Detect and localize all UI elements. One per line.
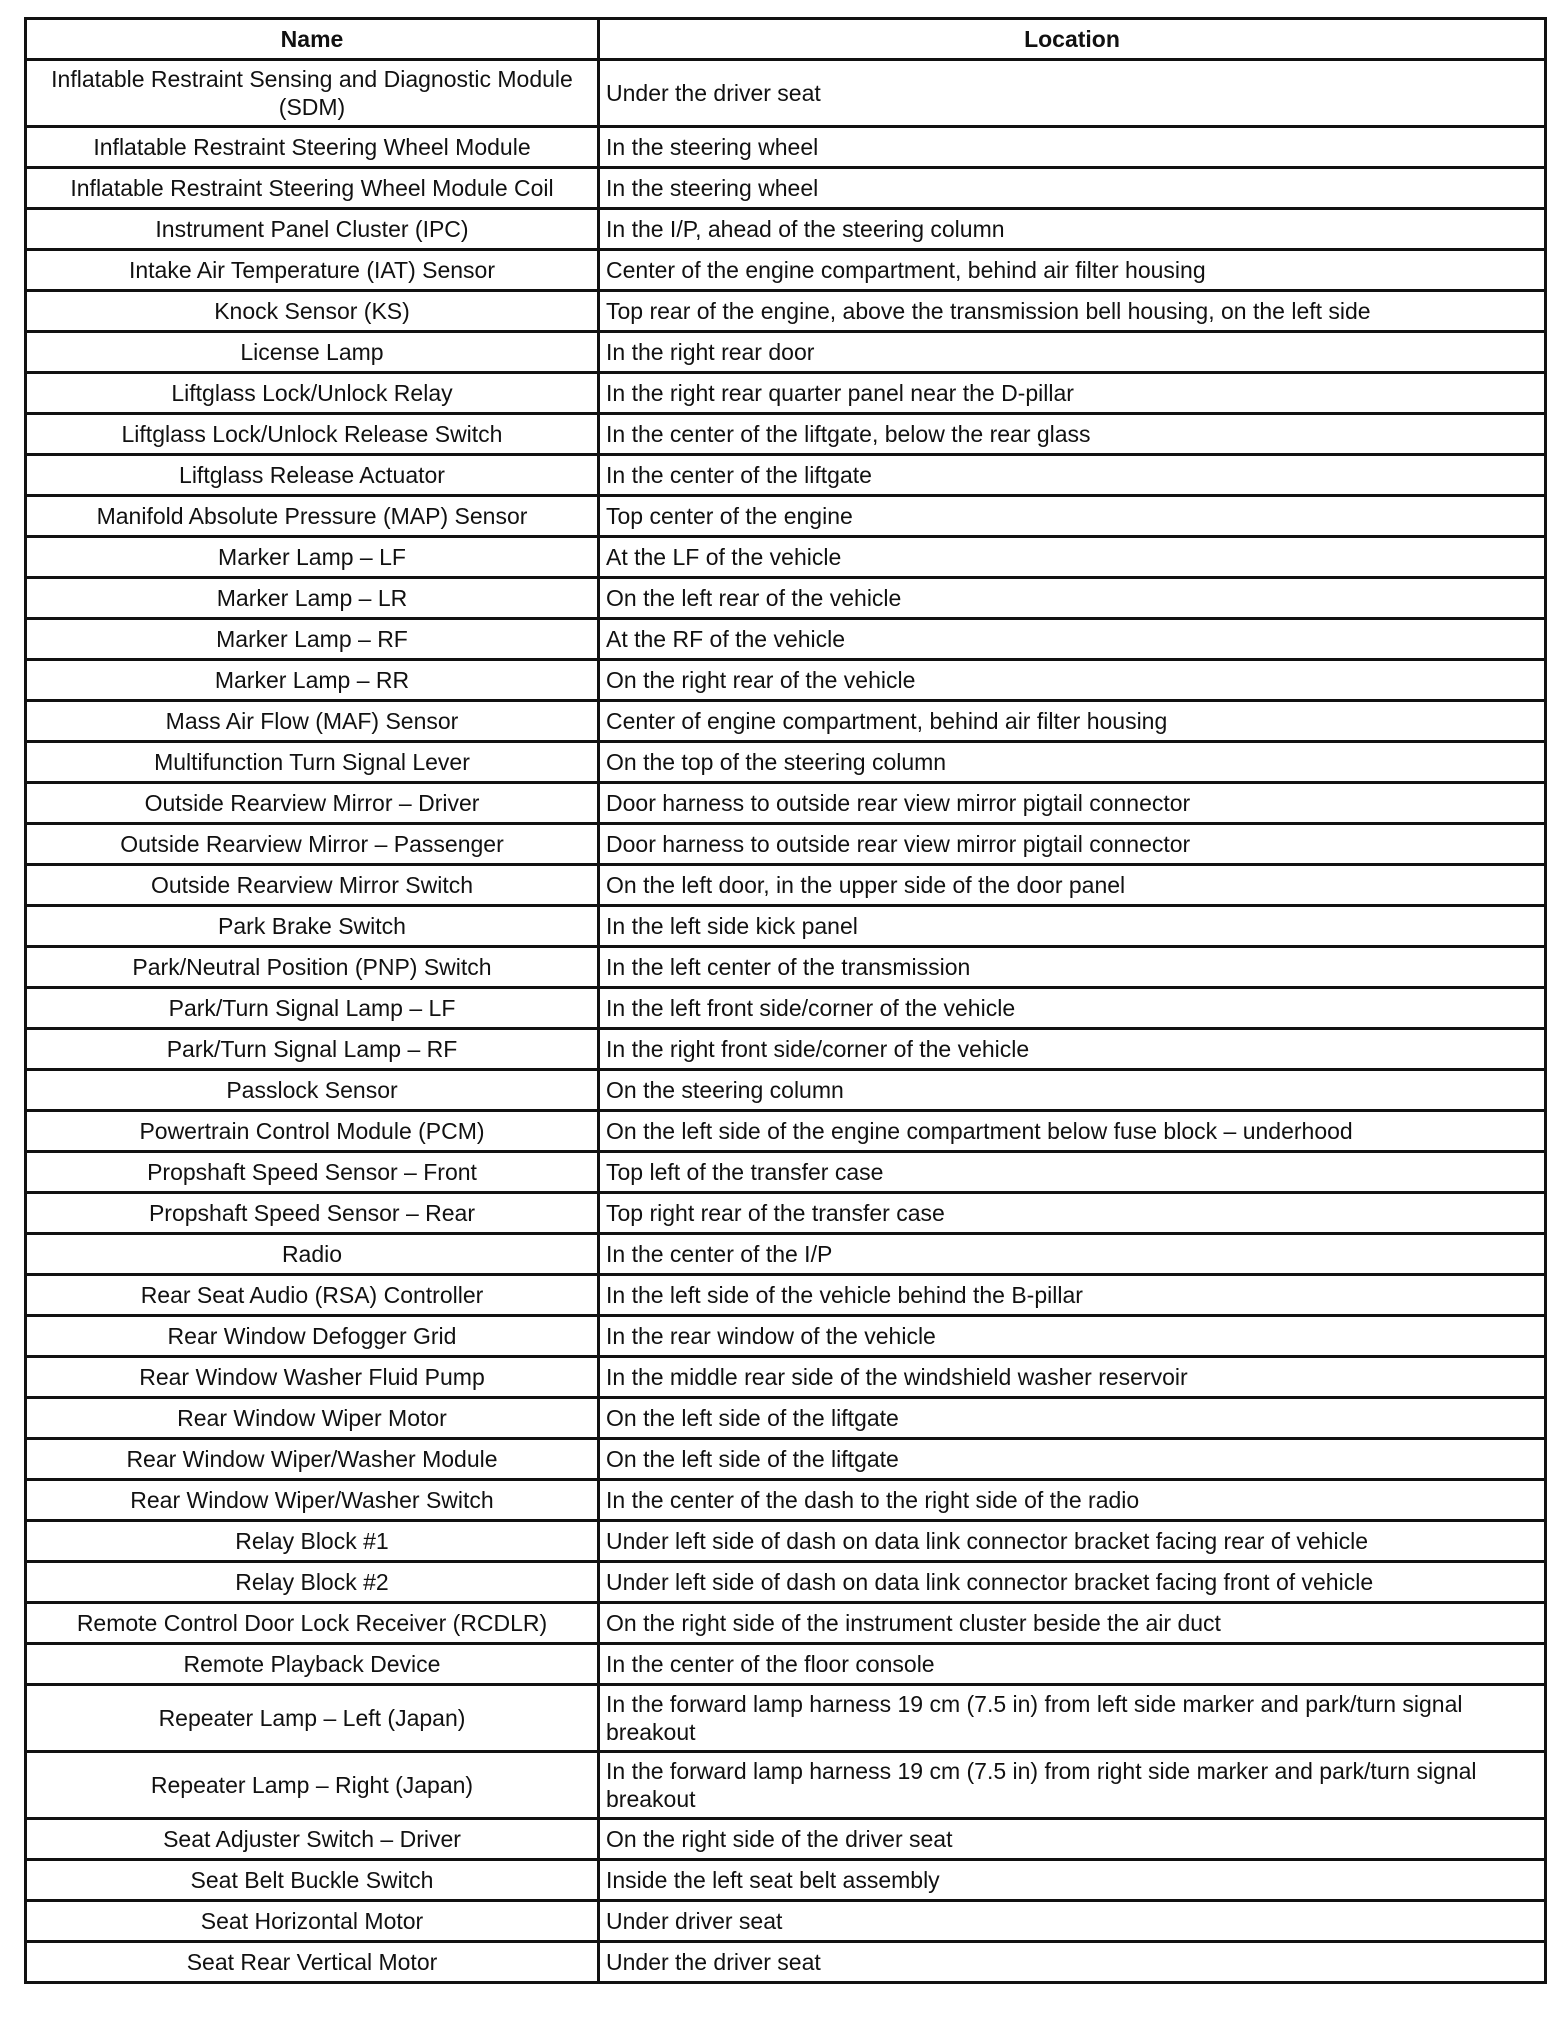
component-name-cell: Inflatable Restraint Steering Wheel Module Coil: [26, 168, 599, 209]
table-row: [26, 1562, 1546, 1603]
column-header-location: Location: [599, 19, 1546, 60]
component-location-cell: In the right front side/corner of the vehicle: [599, 1029, 1546, 1070]
component-location-cell: On the left side of the liftgate: [599, 1439, 1546, 1480]
component-location-cell: Under driver seat: [599, 1901, 1546, 1942]
component-location-cell: In the steering wheel: [599, 168, 1546, 209]
table-row: [26, 1752, 1546, 1819]
component-name-cell: Repeater Lamp – Right (Japan): [26, 1752, 599, 1819]
table-row: [26, 865, 1546, 906]
table-row: [26, 496, 1546, 537]
component-location-cell: In the middle rear side of the windshield washer reservoir: [599, 1357, 1546, 1398]
table-row: [26, 783, 1546, 824]
component-name-cell: Remote Playback Device: [26, 1644, 599, 1685]
component-name-cell: Instrument Panel Cluster (IPC): [26, 209, 599, 250]
table-row: [26, 1439, 1546, 1480]
component-location-cell: On the steering column: [599, 1070, 1546, 1111]
table-row: [26, 209, 1546, 250]
table-row: [26, 1819, 1546, 1860]
component-location-cell: In the steering wheel: [599, 127, 1546, 168]
component-name-cell: Rear Window Wiper Motor: [26, 1398, 599, 1439]
component-location-cell: Top right rear of the transfer case: [599, 1193, 1546, 1234]
table-row: [26, 906, 1546, 947]
component-location-cell: Under the driver seat: [599, 1942, 1546, 1983]
component-location-cell: On the right side of the instrument cluster beside the air duct: [599, 1603, 1546, 1644]
component-location-cell: On the top of the steering column: [599, 742, 1546, 783]
component-name-cell: Liftglass Release Actuator: [26, 455, 599, 496]
component-name-cell: Park/Turn Signal Lamp – LF: [26, 988, 599, 1029]
table-row: [26, 1901, 1546, 1942]
component-name-cell: Marker Lamp – LR: [26, 578, 599, 619]
table-row: [26, 1644, 1546, 1685]
component-name-cell: Seat Horizontal Motor: [26, 1901, 599, 1942]
table-row: [26, 1029, 1546, 1070]
component-name-cell: Powertrain Control Module (PCM): [26, 1111, 599, 1152]
component-name-cell: Inflatable Restraint Steering Wheel Module: [26, 127, 599, 168]
table-row: [26, 127, 1546, 168]
component-location-cell: Top center of the engine: [599, 496, 1546, 537]
column-header-name: Name: [26, 19, 599, 60]
component-name-cell: Outside Rearview Mirror – Driver: [26, 783, 599, 824]
component-location-cell: On the left rear of the vehicle: [599, 578, 1546, 619]
component-location-cell: In the center of the floor console: [599, 1644, 1546, 1685]
component-location-cell: In the right rear quarter panel near the D-pillar: [599, 373, 1546, 414]
component-location-cell: In the forward lamp harness 19 cm (7.5 in) from right side marker and park/turn signal breakout: [599, 1752, 1546, 1819]
table-row: [26, 373, 1546, 414]
table-row: [26, 1942, 1546, 1983]
component-name-cell: Outside Rearview Mirror Switch: [26, 865, 599, 906]
component-name-cell: Multifunction Turn Signal Lever: [26, 742, 599, 783]
component-location-cell: Door harness to outside rear view mirror pigtail connector: [599, 783, 1546, 824]
component-name-cell: Rear Window Washer Fluid Pump: [26, 1357, 599, 1398]
table-row: [26, 1357, 1546, 1398]
table-row: [26, 578, 1546, 619]
component-name-cell: Liftglass Lock/Unlock Relay: [26, 373, 599, 414]
table-row: [26, 1603, 1546, 1644]
component-name-cell: Seat Adjuster Switch – Driver: [26, 1819, 599, 1860]
component-location-cell: In the center of the liftgate, below the rear glass: [599, 414, 1546, 455]
component-name-cell: Park/Neutral Position (PNP) Switch: [26, 947, 599, 988]
component-name-cell: Rear Window Wiper/Washer Module: [26, 1439, 599, 1480]
component-name-cell: Seat Rear Vertical Motor: [26, 1942, 599, 1983]
table-row: [26, 1521, 1546, 1562]
component-location-cell: Center of engine compartment, behind air filter housing: [599, 701, 1546, 742]
table-row: [26, 1111, 1546, 1152]
component-location-cell: Center of the engine compartment, behind air filter housing: [599, 250, 1546, 291]
table-row: [26, 1316, 1546, 1357]
table-row: [26, 168, 1546, 209]
component-location-cell: In the left center of the transmission: [599, 947, 1546, 988]
component-location-cell: On the right rear of the vehicle: [599, 660, 1546, 701]
component-location-cell: Under left side of dash on data link connector bracket facing rear of vehicle: [599, 1521, 1546, 1562]
component-name-cell: Park/Turn Signal Lamp – RF: [26, 1029, 599, 1070]
component-location-cell: Inside the left seat belt assembly: [599, 1860, 1546, 1901]
table-body: [26, 60, 1546, 1983]
component-name-cell: Mass Air Flow (MAF) Sensor: [26, 701, 599, 742]
component-name-cell: Radio: [26, 1234, 599, 1275]
component-name-cell: Marker Lamp – RF: [26, 619, 599, 660]
component-location-cell: In the center of the liftgate: [599, 455, 1546, 496]
component-location-cell: Top left of the transfer case: [599, 1152, 1546, 1193]
table-row: [26, 1152, 1546, 1193]
component-name-cell: Marker Lamp – RR: [26, 660, 599, 701]
component-location-cell: At the RF of the vehicle: [599, 619, 1546, 660]
component-location-cell: On the right side of the driver seat: [599, 1819, 1546, 1860]
component-name-cell: Propshaft Speed Sensor – Front: [26, 1152, 599, 1193]
table-row: [26, 619, 1546, 660]
component-name-cell: Rear Seat Audio (RSA) Controller: [26, 1275, 599, 1316]
component-name-cell: Park Brake Switch: [26, 906, 599, 947]
component-name-cell: Knock Sensor (KS): [26, 291, 599, 332]
table-row: [26, 660, 1546, 701]
component-name-cell: Rear Window Wiper/Washer Switch: [26, 1480, 599, 1521]
component-name-cell: Marker Lamp – LF: [26, 537, 599, 578]
component-name-cell: Liftglass Lock/Unlock Release Switch: [26, 414, 599, 455]
table-row: [26, 291, 1546, 332]
component-name-cell: Outside Rearview Mirror – Passenger: [26, 824, 599, 865]
header-row: [26, 19, 1546, 60]
table-row: [26, 1480, 1546, 1521]
table-row: [26, 947, 1546, 988]
table-row: [26, 414, 1546, 455]
component-location-cell: On the left side of the liftgate: [599, 1398, 1546, 1439]
component-location-cell: In the center of the I/P: [599, 1234, 1546, 1275]
table-row: [26, 332, 1546, 373]
component-location-cell: In the left front side/corner of the vehicle: [599, 988, 1546, 1029]
component-location-cell: Under the driver seat: [599, 60, 1546, 127]
component-name-cell: Manifold Absolute Pressure (MAP) Sensor: [26, 496, 599, 537]
table-row: [26, 60, 1546, 127]
table-row: [26, 250, 1546, 291]
component-location-cell: In the left side of the vehicle behind the B-pillar: [599, 1275, 1546, 1316]
table-row: [26, 1234, 1546, 1275]
table-row: [26, 824, 1546, 865]
table-row: [26, 988, 1546, 1029]
component-name-cell: Intake Air Temperature (IAT) Sensor: [26, 250, 599, 291]
component-location-cell: In the rear window of the vehicle: [599, 1316, 1546, 1357]
component-location-cell: At the LF of the vehicle: [599, 537, 1546, 578]
component-name-cell: Passlock Sensor: [26, 1070, 599, 1111]
component-location-cell: In the I/P, ahead of the steering column: [599, 209, 1546, 250]
component-location-cell: Under left side of dash on data link connector bracket facing front of vehicle: [599, 1562, 1546, 1603]
component-name-cell: Rear Window Defogger Grid: [26, 1316, 599, 1357]
component-location-cell: On the left side of the engine compartment below fuse block – underhood: [599, 1111, 1546, 1152]
table-row: [26, 1685, 1546, 1752]
component-location-cell: Top rear of the engine, above the transmission bell housing, on the left side: [599, 291, 1546, 332]
table-row: [26, 742, 1546, 783]
table-row: [26, 1070, 1546, 1111]
component-name-cell: Repeater Lamp – Left (Japan): [26, 1685, 599, 1752]
component-name-cell: Remote Control Door Lock Receiver (RCDLR): [26, 1603, 599, 1644]
component-location-cell: On the left door, in the upper side of the door panel: [599, 865, 1546, 906]
component-location-table: [24, 17, 1547, 1984]
table-row: [26, 537, 1546, 578]
table-row: [26, 1860, 1546, 1901]
component-location-cell: In the left side kick panel: [599, 906, 1546, 947]
component-name-cell: License Lamp: [26, 332, 599, 373]
table-row: [26, 1193, 1546, 1234]
component-location-cell: In the right rear door: [599, 332, 1546, 373]
table-row: [26, 701, 1546, 742]
component-name-cell: Propshaft Speed Sensor – Rear: [26, 1193, 599, 1234]
table-row: [26, 1275, 1546, 1316]
component-location-cell: In the center of the dash to the right side of the radio: [599, 1480, 1546, 1521]
component-name-cell: Relay Block #2: [26, 1562, 599, 1603]
component-name-cell: Seat Belt Buckle Switch: [26, 1860, 599, 1901]
component-location-cell: Door harness to outside rear view mirror pigtail connector: [599, 824, 1546, 865]
component-name-cell: Relay Block #1: [26, 1521, 599, 1562]
table-row: [26, 455, 1546, 496]
table-row: [26, 1398, 1546, 1439]
component-location-cell: In the forward lamp harness 19 cm (7.5 in) from left side marker and park/turn signal breakout: [599, 1685, 1546, 1752]
component-name-cell: Inflatable Restraint Sensing and Diagnostic Module (SDM): [26, 60, 599, 127]
